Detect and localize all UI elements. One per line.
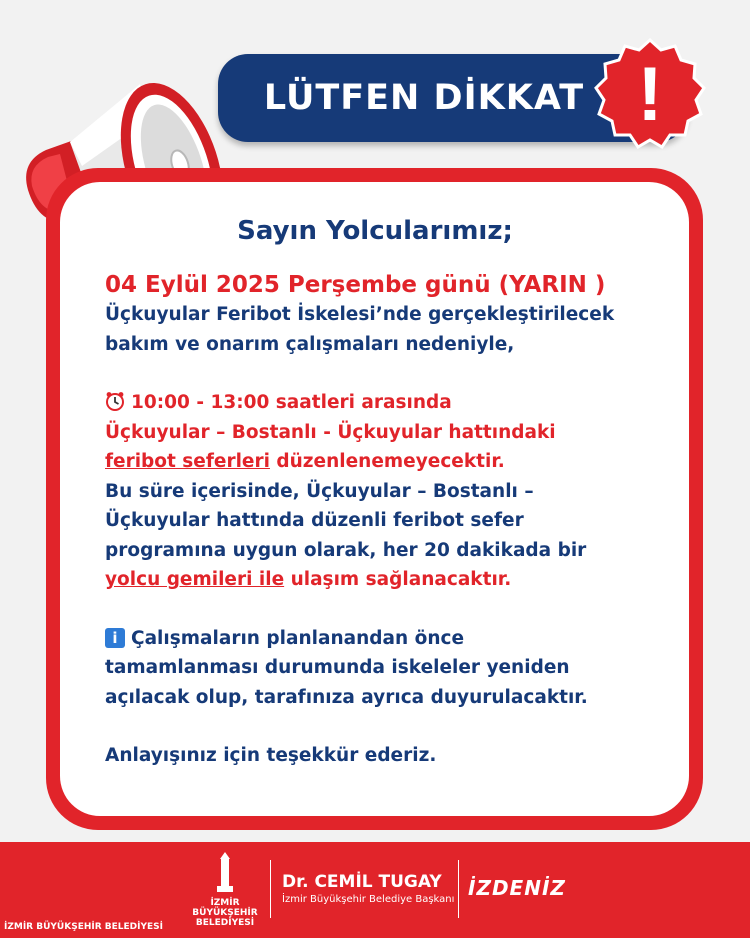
alt-line-1: Bu süre içerisinde, Üçkuyular – Bostanlı – xyxy=(105,480,534,502)
banner-title: LÜTFEN DİKKAT xyxy=(263,78,585,118)
ferry-services-text: feribot seferleri xyxy=(105,451,270,472)
intro-line-1: Üçkuyular Feribot İskelesi’nde gerçekleştirilecek xyxy=(105,304,615,325)
transport-line xyxy=(105,565,665,595)
thanks-line: Anlayışınız için teşekkür ederiz. xyxy=(105,745,437,766)
route-line: Üçkuyular – Bostanlı - Üçkuyular hattındaki xyxy=(105,421,556,443)
alt-line-2: Üçkuyular hattında düzenli feribot sefer xyxy=(105,510,524,531)
cancel-line xyxy=(105,447,665,477)
mayor-name: Dr. CEMİL TUGAY xyxy=(282,872,442,892)
time-range-line xyxy=(105,388,665,418)
alarm-clock-icon xyxy=(105,391,125,411)
cancel-text: düzenlenemeyecektir. xyxy=(269,451,505,472)
time-range: 10:00 - 13:00 saatleri arasında xyxy=(131,392,452,413)
footer-divider-2 xyxy=(458,860,459,918)
notice-content xyxy=(105,216,665,771)
transport-text: ulaşım sağlanacaktır. xyxy=(284,569,512,590)
info-line-3: açılacak olup, tarafınıza ayrıca duyurulacaktır. xyxy=(105,686,588,708)
date-line: 04 Eylül 2025 Perşembe günü (YARIN ) xyxy=(105,272,606,298)
info-line-2: tamamlanması durumunda iskeleler yeniden xyxy=(105,657,570,678)
mayor-title: İzmir Büyükşehir Belediye Başkanı xyxy=(282,894,455,905)
passenger-ships-text: yolcu gemileri ile xyxy=(105,569,285,590)
badge-symbol: ! xyxy=(637,52,663,137)
clock-tower-icon xyxy=(210,852,240,894)
logo-line-2: BÜYÜKŞEHİR xyxy=(192,908,258,918)
izdeniz-logo: İZDENİZ xyxy=(468,876,566,900)
info-line-1 xyxy=(105,624,665,654)
logo-line-1: İZMİR xyxy=(210,898,240,908)
exclamation-badge-icon xyxy=(592,36,708,152)
intro-line-2: bakım ve onarım çalışmaları nedeniyle, xyxy=(105,333,515,355)
izmir-municipality-logo xyxy=(190,852,260,934)
alt-line-3: programına uygun olarak, her 20 dakikada bir xyxy=(105,539,587,561)
greeting: Sayın Yolcularımız; xyxy=(237,216,513,246)
info-text-1: Çalışmaların planlanandan önce xyxy=(131,627,465,649)
information-icon: i xyxy=(105,628,125,648)
mayor-signature xyxy=(282,872,454,905)
logo-line-3: BELEDİYESİ xyxy=(195,918,255,928)
corner-watermark: İZMİR BÜYÜKŞEHİR BELEDİYESİ xyxy=(4,922,163,932)
footer-divider-1 xyxy=(270,860,271,918)
